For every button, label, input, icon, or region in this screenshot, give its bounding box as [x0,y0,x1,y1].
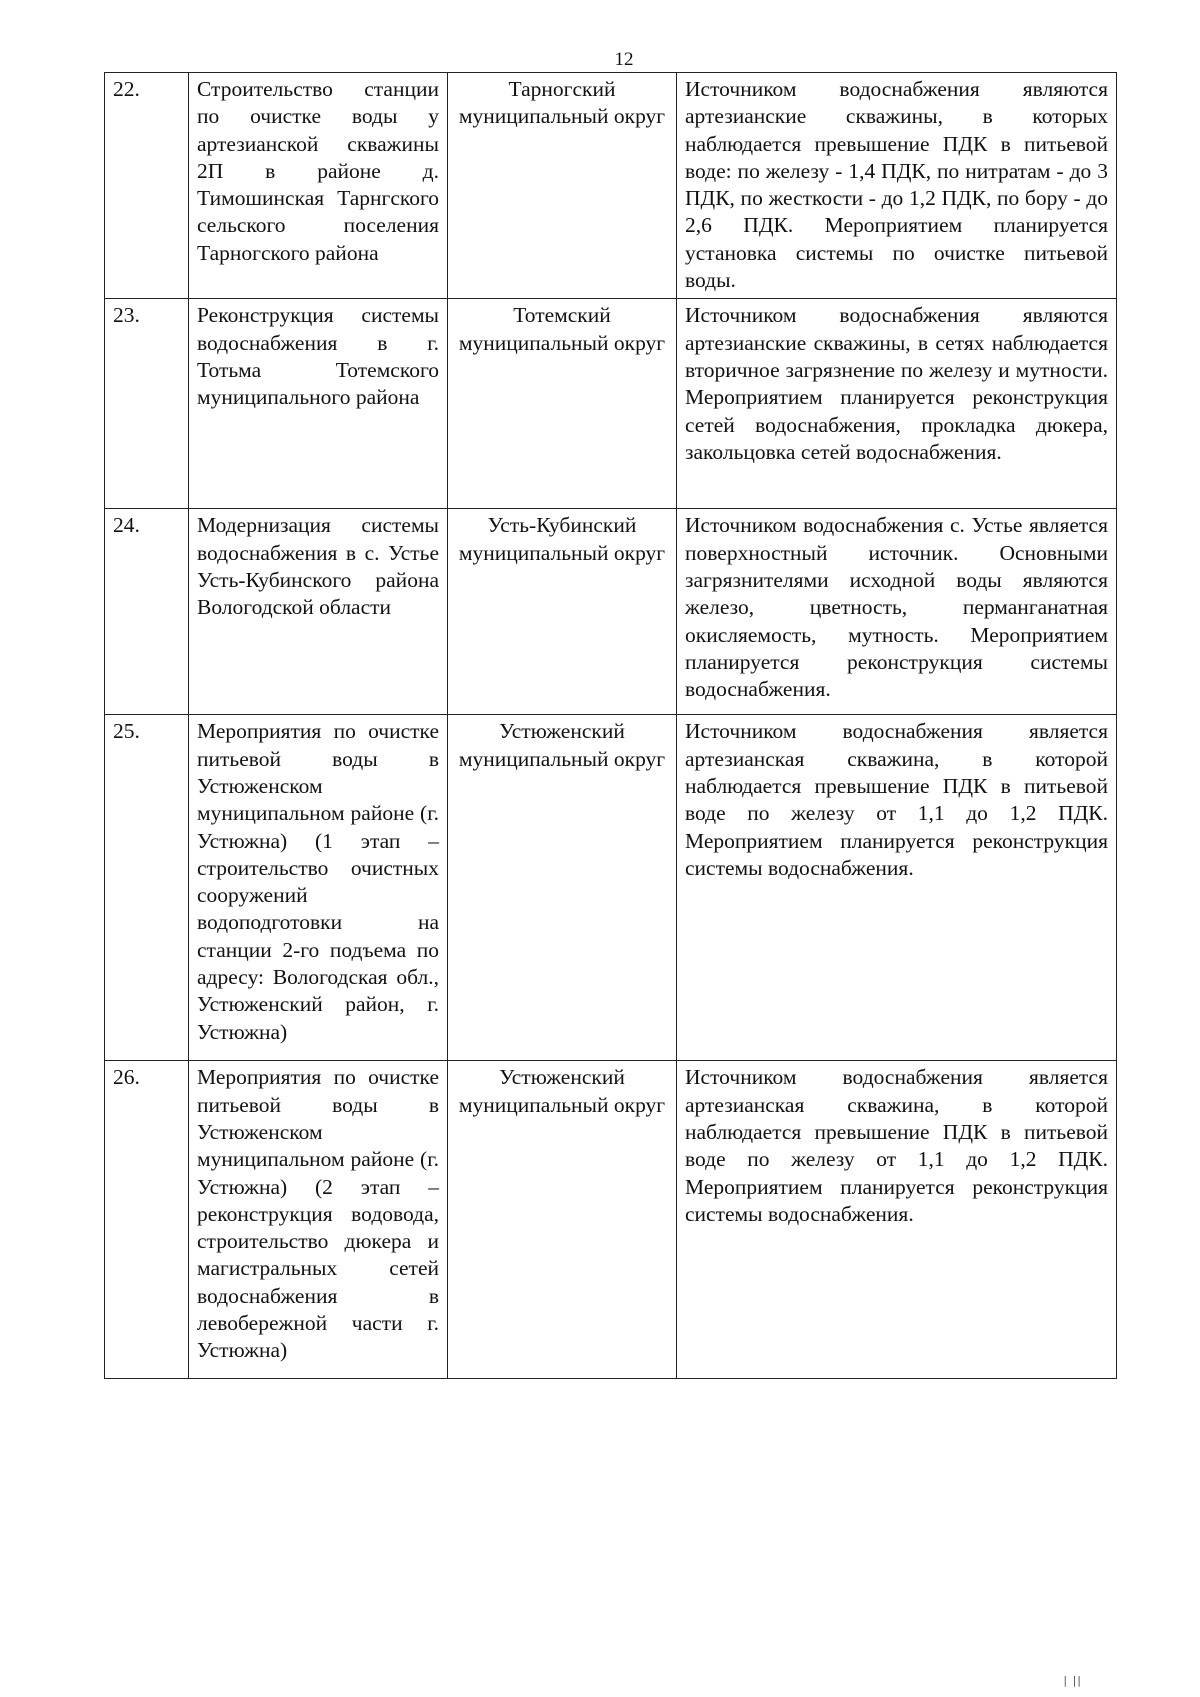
scan-marks: | || [1063,1674,1082,1687]
table-row [105,73,1117,299]
row-number: 24. [105,509,189,715]
municipality: Усть-Кубинский муниципальный округ [448,509,677,715]
row-number: 25. [105,715,189,1061]
table-row [105,509,1117,715]
measure-description: Источником водоснабжения являются артезианские скважины, в сетях наблюдается вторичное загрязнение по железу и мутности. Мероприятием планируется реконструкция сетей водоснабжения, прокладка дюкера, закольцовка сетей водоснабжения. [677,299,1117,509]
measure-description: Источником водоснабжения являются артезианские скважины, в которых наблюдается превышение ПДК в питьевой воде: по железу - 1,4 ПДК, по нитратам - до 3 ПДК, по жесткости - до 1,2 ПДК, по бору - до 2,6 ПДК. Мероприятием планируется установка системы по очистке питьевой воды. [677,73,1117,299]
row-number: 23. [105,299,189,509]
table-row [105,1061,1117,1379]
measure-name: Мероприятия по очистке питьевой воды в Устюженском муниципальном районе (г. Устюжна) (2 этап – реконструкция водовода, строительство дюкера и магистральных сетей водоснабжения в левобережной части г. Устюжна) [189,1061,448,1379]
measure-name: Модернизация системы водоснабжения в с. Устье Усть-Кубинского района Вологодской области [189,509,448,715]
row-number: 26. [105,1061,189,1379]
measure-description: Источником водоснабжения является артезианская скважина, в которой наблюдается превышение ПДК в питьевой воде по железу от 1,1 до 1,2 ПДК. Мероприятием планируется реконструкция системы водоснабжения. [677,715,1117,1061]
table-row [105,715,1117,1061]
measure-description: Источником водоснабжения с. Устье является поверхностный источник. Основными загрязнителями исходной воды являются железо, цветность, перманганатная окисляемость, мутность. Мероприятием планируется реконструкция системы водоснабжения. [677,509,1117,715]
measure-name: Строительство станции по очистке воды у артезианской скважины 2П в районе д. Тимошинская Тарнгского сельского поселения Тарногского района [189,73,448,299]
measure-name: Реконструкция системы водоснабжения в г. Тотьма Тотемского муниципального района [189,299,448,509]
row-number: 22. [105,73,189,299]
municipality: Тарногский муниципальный округ [448,73,677,299]
table-row [105,299,1117,509]
municipality: Тотемский муниципальный округ [448,299,677,509]
measure-name: Мероприятия по очистке питьевой воды в Устюженском муниципальном районе (г. Устюжна) (1 этап – строительство очистных сооружений водоподготовки на станции 2-го подъема по адресу: Вологодская обл., Устюженский район, г. Устюжна) [189,715,448,1061]
page-number: 12 [614,49,634,70]
measures-table [104,72,1117,1379]
measure-description: Источником водоснабжения является артезианская скважина, в которой наблюдается превышение ПДК в питьевой воде по железу от 1,1 до 1,2 ПДК. Мероприятием планируется реконструкция системы водоснабжения. [677,1061,1117,1379]
municipality: Устюженский муниципальный округ [448,1061,677,1379]
municipality: Устюженский муниципальный округ [448,715,677,1061]
